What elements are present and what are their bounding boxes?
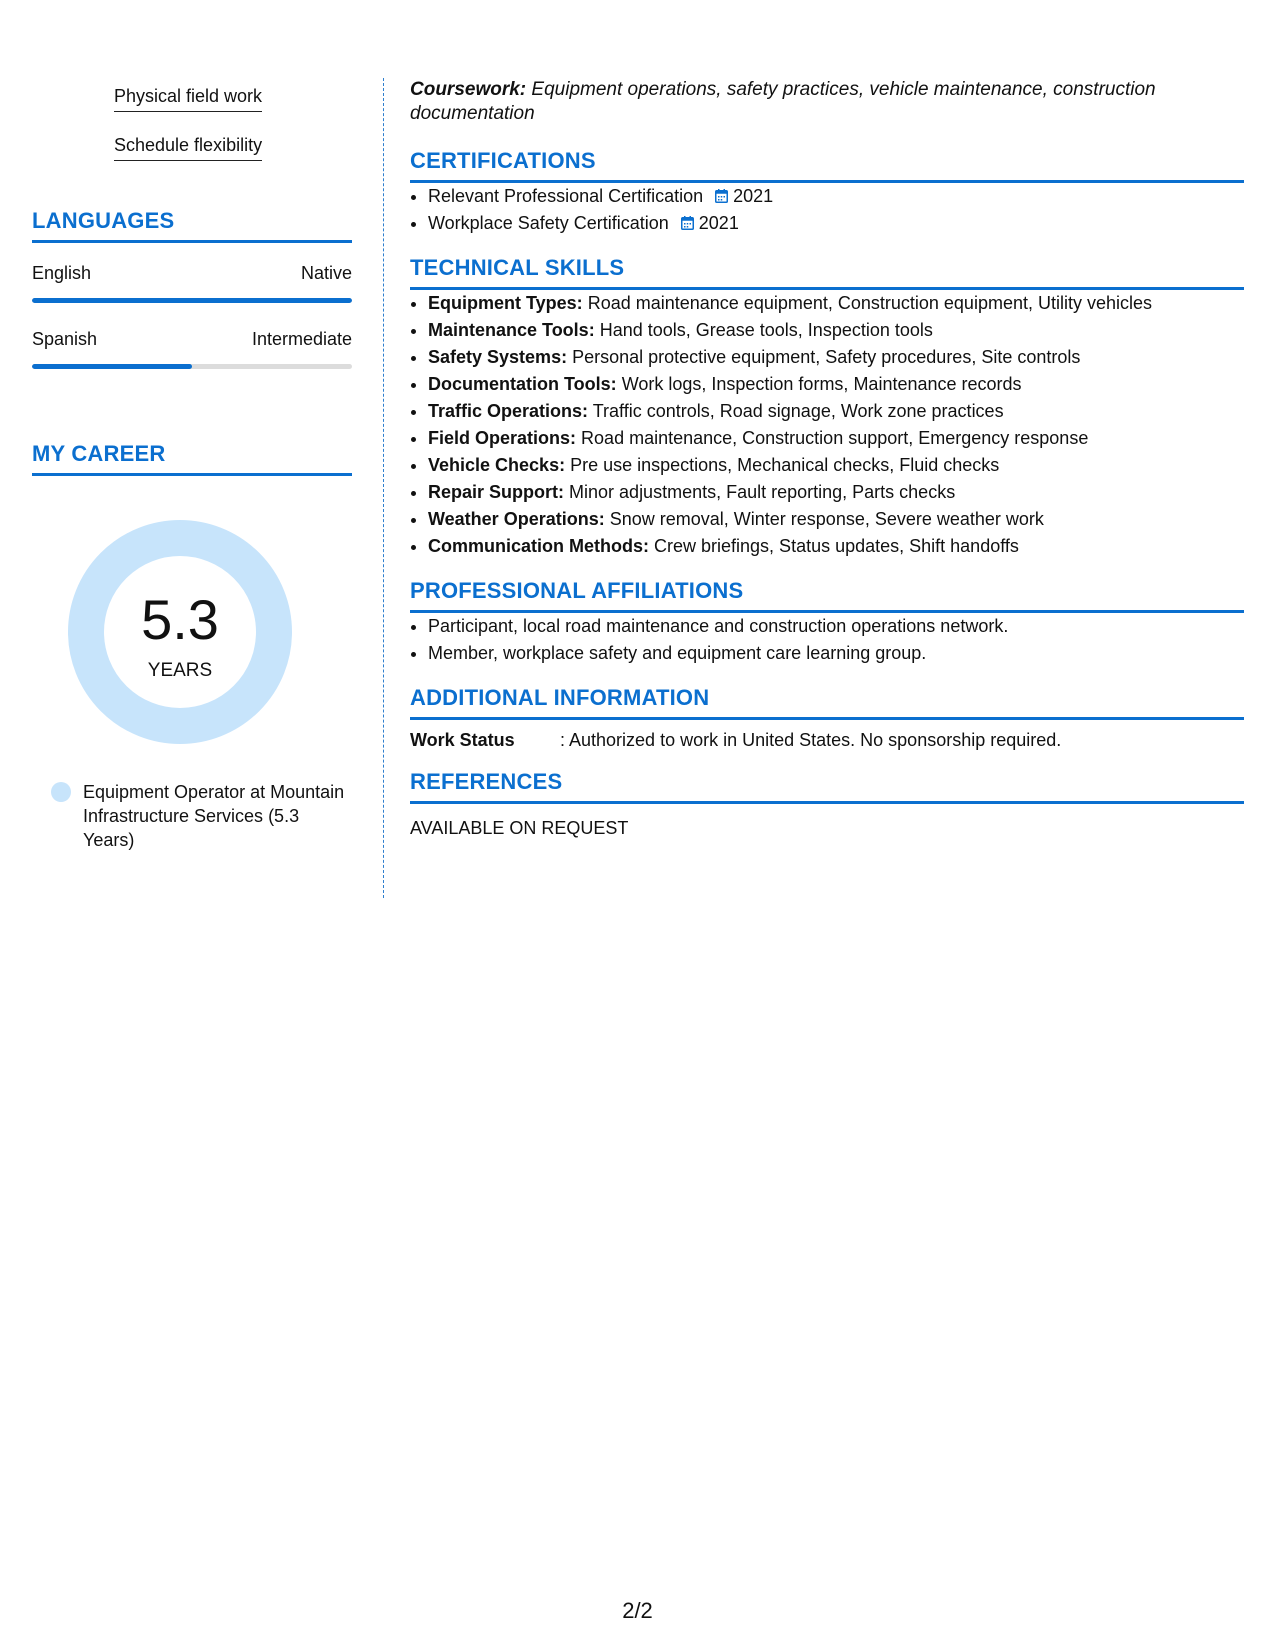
preference-item: Physical field work xyxy=(114,86,262,112)
technical-skills-list xyxy=(410,290,1244,560)
technical-skills-title: TECHNICAL SKILLS xyxy=(410,255,625,280)
section-rule xyxy=(32,473,352,476)
skill-text: Crew briefings, Status updates, Shift handoffs xyxy=(654,536,1019,556)
section-rule xyxy=(410,801,1244,804)
certifications-title: CERTIFICATIONS xyxy=(410,148,596,173)
skill-item xyxy=(428,317,1244,344)
skill-text: Snow removal, Winter response, Severe weather work xyxy=(609,509,1044,529)
language-name: English xyxy=(32,263,92,283)
work-status-row xyxy=(410,730,1244,751)
page-number: 2/2 xyxy=(622,1598,653,1623)
certification-name: Relevant Professional Certification xyxy=(428,186,704,206)
language-proficiency-bar xyxy=(32,364,352,369)
skill-item xyxy=(428,371,1244,398)
calendar-icon xyxy=(681,216,694,230)
certifications-list xyxy=(410,183,1244,237)
certification-item xyxy=(428,183,1244,210)
languages-title: LANGUAGES xyxy=(32,208,175,233)
skill-label: Traffic Operations: xyxy=(428,401,589,421)
career-donut-chart xyxy=(68,520,292,744)
preference-item: Schedule flexibility xyxy=(114,135,262,161)
language-row xyxy=(32,263,352,284)
skill-label: Weather Operations: xyxy=(428,509,605,529)
affiliation-item: • Participant, local road maintenance and construction operations network. xyxy=(428,613,1244,640)
main-column xyxy=(410,78,1244,839)
language-row xyxy=(32,329,352,350)
skill-text: Traffic controls, Road signage, Work zone practices xyxy=(592,401,1004,421)
skill-text: Road maintenance, Construction support, Emergency response xyxy=(581,428,1089,448)
additional-info-title: ADDITIONAL INFORMATION xyxy=(410,685,710,710)
coursework xyxy=(410,78,1244,126)
certification-item xyxy=(428,210,1244,237)
language-proficiency-fill xyxy=(32,364,192,369)
skill-item xyxy=(428,290,1244,317)
coursework-text: Equipment operations, safety practices, vehicle maintenance, construction documentation xyxy=(410,79,1156,124)
skill-text: Road maintenance equipment, Construction equipment, Utility vehicles xyxy=(587,293,1153,313)
skill-item xyxy=(428,533,1244,560)
sidebar xyxy=(32,76,352,852)
skill-label: Vehicle Checks: xyxy=(428,455,566,475)
work-status-value: : Authorized to work in United States. No sponsorship required. xyxy=(560,730,1062,750)
skill-text: Minor adjustments, Fault reporting, Parts checks xyxy=(569,482,956,502)
skill-item xyxy=(428,452,1244,479)
career-legend-text: Equipment Operator at Mountain Infrastructure Services (5.3 Years) xyxy=(83,782,345,850)
skill-item xyxy=(428,344,1244,371)
references-text: AVAILABLE ON REQUEST xyxy=(410,818,629,838)
languages-section xyxy=(32,208,352,369)
legend-dot-icon xyxy=(51,782,71,802)
skill-item xyxy=(428,506,1244,533)
column-divider xyxy=(383,78,384,898)
references-title: REFERENCES xyxy=(410,769,563,794)
work-preferences xyxy=(114,76,314,174)
affiliation-item: • Member, workplace safety and equipment care learning group. xyxy=(428,640,1244,667)
language-name: Spanish xyxy=(32,329,98,349)
skill-label: Equipment Types: xyxy=(428,293,583,313)
skill-label: Repair Support: xyxy=(428,482,565,502)
skill-label: Safety Systems: xyxy=(428,347,568,367)
career-legend-item xyxy=(51,780,352,852)
skill-label: Communication Methods: xyxy=(428,536,649,556)
skill-item xyxy=(428,479,1244,506)
section-rule xyxy=(32,240,352,243)
skill-text: Personal protective equipment, Safety procedures, Site controls xyxy=(572,347,1081,367)
language-level: Intermediate xyxy=(251,329,352,349)
skill-item xyxy=(428,425,1244,452)
skill-text: Pre use inspections, Mechanical checks, Fluid checks xyxy=(570,455,1000,475)
language-proficiency-fill xyxy=(32,298,352,303)
certification-year: 2021 xyxy=(698,213,739,233)
affiliations-title: PROFESSIONAL AFFILIATIONS xyxy=(410,578,744,603)
language-proficiency-bar xyxy=(32,298,352,303)
skill-label: Maintenance Tools: xyxy=(428,320,595,340)
language-level: Native xyxy=(300,263,352,283)
skill-text: Hand tools, Grease tools, Inspection tools xyxy=(599,320,933,340)
career-total-unit: YEARS xyxy=(147,660,213,681)
affiliations-list xyxy=(410,613,1244,667)
career-total-value: 5.3 xyxy=(141,588,219,651)
career-title: MY CAREER xyxy=(32,441,166,466)
skill-text: Work logs, Inspection forms, Maintenance records xyxy=(621,374,1022,394)
coursework-label: Coursework: xyxy=(410,79,527,100)
certification-year: 2021 xyxy=(733,186,774,206)
section-rule xyxy=(410,717,1244,720)
skill-item xyxy=(428,398,1244,425)
work-status-label: Work Status xyxy=(410,730,515,750)
certification-name: Workplace Safety Certification xyxy=(428,213,669,233)
calendar-icon xyxy=(715,189,728,203)
career-section xyxy=(32,441,352,852)
skill-label: Documentation Tools: xyxy=(428,374,617,394)
skill-label: Field Operations: xyxy=(428,428,577,448)
